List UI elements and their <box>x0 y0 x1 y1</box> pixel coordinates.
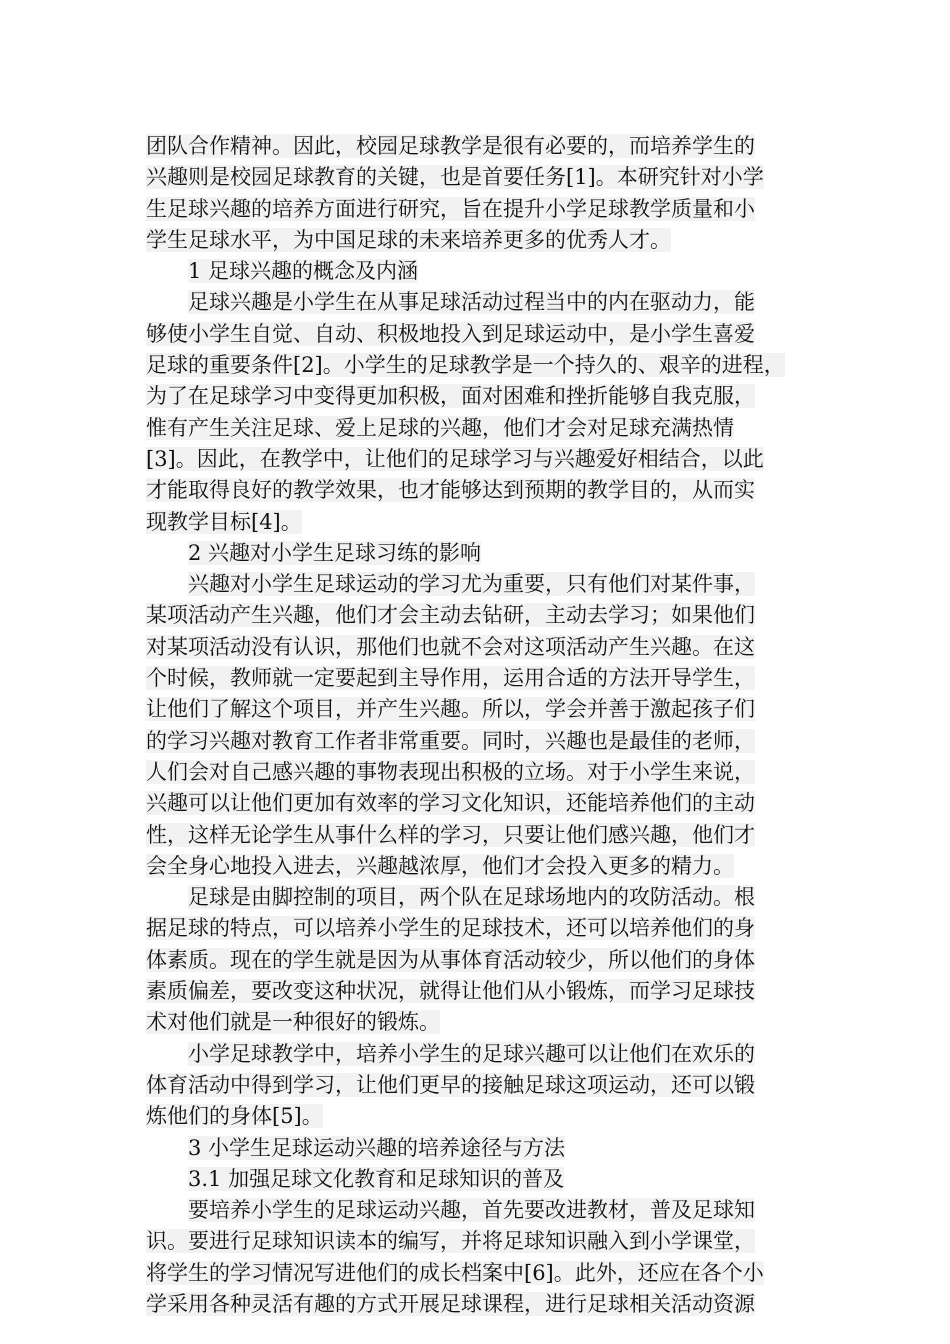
line-text: 学生足球水平，为中国足球的未来培养更多的优秀人才。 <box>146 227 671 252</box>
line-text: 才能取得良好的教学效果，也才能够达到预期的教学目的，从而实 <box>146 478 755 503</box>
line-text: 炼他们的身体[5]。 <box>146 1104 323 1129</box>
line-text: 兴趣则是校园足球教育的关键，也是首要任务[1]。本研究针对小学 <box>146 165 764 190</box>
line-text: 团队合作精神。因此，校园足球教学是很有必要的，而培养学生的 <box>146 134 755 158</box>
line-text: 学采用各种灵活有趣的方式开展足球课程，进行足球相关活动资源 <box>146 1291 755 1316</box>
line-text: 生足球兴趣的培养方面进行研究，旨在提升小学足球教学质量和小 <box>146 196 755 221</box>
text-line <box>146 1195 826 1226</box>
line-text: 个时候，教师就一定要起到主导作用，运用合适的方法开导学生， <box>146 666 755 691</box>
line-text: 某项活动产生兴趣，他们才会主动去钻研，主动去学习；如果他们 <box>146 603 755 628</box>
line-text: 1 足球兴趣的概念及内涵 <box>188 259 419 284</box>
line-text: 兴趣可以让他们更加有效率的学习文化知识，还能培养他们的主动 <box>146 791 755 816</box>
section-heading <box>146 256 826 287</box>
text-line <box>146 475 826 506</box>
line-text: 人们会对自己感兴趣的事物表现出积极的立场。对于小学生来说， <box>146 759 755 784</box>
line-text: 素质偏差，要改变这种状况，就得让他们从小锻炼，而学习足球技 <box>146 979 755 1004</box>
text-line <box>146 287 826 318</box>
text-line <box>146 757 826 788</box>
line-text: 足球兴趣是小学生在从事足球活动过程当中的内在驱动力，能 <box>188 290 755 315</box>
text-line <box>146 663 826 694</box>
text-line <box>146 976 826 1007</box>
text-line <box>146 444 826 475</box>
line-text: 足球是由脚控制的项目，两个队在足球场地内的攻防活动。根 <box>188 885 755 910</box>
line-text: 3 小学生足球运动兴趣的培养途径与方法 <box>188 1135 566 1160</box>
line-text: 体育活动中得到学习，让他们更早的接触足球这项运动，还可以锻 <box>146 1072 755 1097</box>
line-text: 识。要进行足球知识读本的编写，并将足球知识融入到小学课堂， <box>146 1229 755 1254</box>
text-line <box>146 1226 826 1257</box>
section-heading <box>146 1133 826 1164</box>
text-line <box>146 726 826 757</box>
text-line <box>146 851 826 882</box>
line-text: 性，这样无论学生从事什么样的学习，只要让他们感兴趣，他们才 <box>146 822 755 847</box>
line-text: 够使小学生自觉、自动、积极地投入到足球运动中，是小学生喜爱 <box>146 321 755 346</box>
text-line <box>146 1070 826 1101</box>
text-line <box>146 1258 826 1289</box>
text-line <box>146 820 826 851</box>
line-text: [3]。因此，在教学中，让他们的足球学习与兴趣爱好相结合，以此 <box>146 446 764 471</box>
text-line <box>146 319 826 350</box>
text-line <box>146 1101 826 1132</box>
text-line <box>146 131 826 162</box>
text-line <box>146 413 826 444</box>
line-text: 2 兴趣对小学生足球习练的影响 <box>188 540 482 565</box>
text-line <box>146 194 826 225</box>
text-line <box>146 507 826 538</box>
line-text: 足球的重要条件[2]。小学生的足球教学是一个持久的、艰辛的进程， <box>146 353 785 378</box>
line-text: 将学生的学习情况写进他们的成长档案中[6]。此外，还应在各个小 <box>146 1260 764 1285</box>
section-heading <box>146 1164 826 1195</box>
section-heading <box>146 538 826 569</box>
text-line <box>146 600 826 631</box>
line-text: 据足球的特点，可以培养小学生的足球技术，还可以培养他们的身 <box>146 916 755 941</box>
document-page <box>146 131 826 1320</box>
text-line <box>146 350 826 381</box>
line-text: 惟有产生关注足球、爱上足球的兴趣，他们才会对足球充满热情 <box>146 415 734 440</box>
text-line <box>146 882 826 913</box>
text-line <box>146 913 826 944</box>
line-text: 兴趣对小学生足球运动的学习尤为重要，只有他们对某件事， <box>188 572 755 597</box>
text-line <box>146 225 826 256</box>
line-text: 小学足球教学中，培养小学生的足球兴趣可以让他们在欢乐的 <box>188 1041 755 1066</box>
text-line <box>146 632 826 663</box>
line-text: 术对他们就是一种很好的锻炼。 <box>146 1010 440 1035</box>
line-text: 的学习兴趣对教育工作者非常重要。同时，兴趣也是最佳的老师， <box>146 728 755 753</box>
line-text: 体素质。现在的学生就是因为从事体育活动较少，所以他们的身体 <box>146 947 755 972</box>
text-line <box>146 1007 826 1038</box>
line-text: 3.1 加强足球文化教育和足球知识的普及 <box>188 1166 565 1191</box>
line-text: 对某项活动没有认识，那他们也就不会对这项活动产生兴趣。在这 <box>146 634 755 659</box>
line-text: 为了在足球学习中变得更加积极，面对困难和挫折能够自我克服， <box>146 384 755 409</box>
text-line <box>146 569 826 600</box>
line-text: 会全身心地投入进去，兴趣越浓厚，他们才会投入更多的精力。 <box>146 853 734 878</box>
line-text: 要培养小学生的足球运动兴趣，首先要改进教材，普及足球知 <box>188 1198 755 1223</box>
line-text: 让他们了解这个项目，并产生兴趣。所以，学会并善于激起孩子们 <box>146 697 755 722</box>
text-line <box>146 381 826 412</box>
line-text: 现教学目标[4]。 <box>146 509 302 534</box>
text-line <box>146 1039 826 1070</box>
text-line <box>146 694 826 725</box>
text-line <box>146 1289 826 1320</box>
text-line <box>146 945 826 976</box>
text-line <box>146 162 826 193</box>
text-line <box>146 788 826 819</box>
